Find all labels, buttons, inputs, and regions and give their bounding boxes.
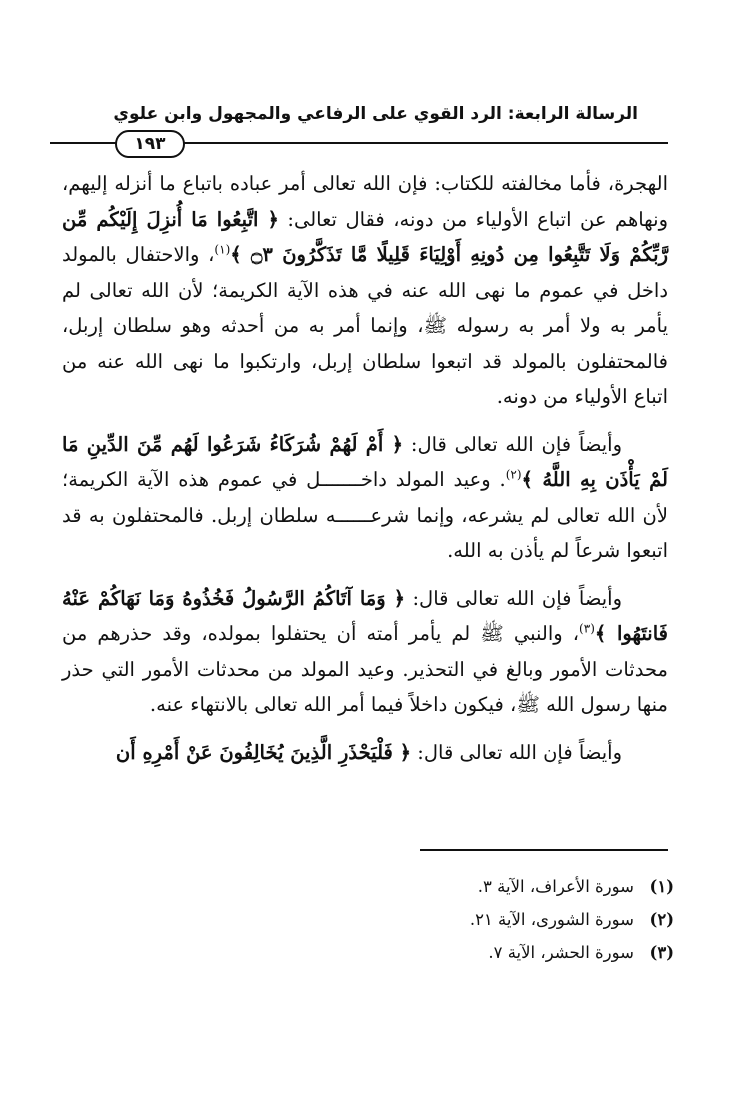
- footnotes: [320, 870, 674, 969]
- running-header: الرسالة الرابعة: الرد القوي على الرفاعي والمجهول وابن علوي: [113, 104, 638, 124]
- footnote-rule: [420, 849, 668, 851]
- page-number: ١٩٣: [115, 130, 185, 158]
- paragraph-text: وأيضاً فإن الله تعالى قال:: [405, 586, 623, 610]
- paragraph: [62, 735, 668, 771]
- body-text: [62, 166, 668, 782]
- footnote-number: (١): [649, 877, 674, 896]
- paragraph-text: وأيضاً فإن الله تعالى قال:: [403, 432, 622, 456]
- paragraph-text: الهجرة، فأما مخالفته للكتاب: فإن الله تعالى أمر عباده باتباع ما أنزله إليهم، ونهاهم عن اتباع الأولياء من دونه، فقال تعالى:: [62, 172, 668, 231]
- paragraph: [62, 427, 668, 569]
- paragraph-text: وأيضاً فإن الله تعالى قال:: [411, 740, 622, 764]
- quran-verse: ﴿ اتَّبِعُوا مَا أُنزِلَ إِلَيْكُم مِّن رَّبِّكُمْ وَلَا تَتَّبِعُوا مِن دُونِهِ أَوْلِيَاءَ قَلِيلًا مَّا تَذَكَّرُونَ ۝٣ ﴾: [62, 207, 668, 266]
- footnote-number: (٣): [649, 943, 674, 962]
- quran-verse: ﴿ فَلْيَحْذَرِ الَّذِينَ يُخَالِفُونَ عَنْ أَمْرِهِ أَن: [115, 740, 412, 764]
- footnote-number: (٢): [649, 910, 674, 929]
- paragraph: [62, 581, 668, 723]
- quran-verse: ﴿ وَمَا آتَاكُمُ الرَّسُولُ فَخُذُوهُ وَمَا نَهَاكُمْ عَنْهُ فَانتَهُوا ﴾: [62, 586, 668, 645]
- footnote-reference: (١): [214, 242, 231, 257]
- paragraph-text: . وعيد المولد داخـــــــل في عموم هذه الآية الكريمة؛ لأن الله تعالى لم يشرعه، وإنما شرعــــــه سلطان إربل. فالمحتفلون به قد اتبعوا شرعاً لم يأذن به الله.: [62, 468, 668, 562]
- footnote-text: سورة الشورى، الآية ٢١.: [469, 910, 634, 929]
- footnote: [320, 936, 674, 969]
- paragraph-text: ، والنبي ﷺ لم يأمر أمته أن يحتفلوا بمولده، وقد حذرهم من محدثات الأمور وبالغ في التحذير. وعيد المولد من محدثات الأمور التي حذر منها رسول الله ﷺ، فيكون داخلاً فيما أمر الله تعالى بالانتهاء عنه.: [62, 622, 668, 716]
- footnote: [320, 903, 674, 936]
- footnote-reference: (٣): [579, 621, 595, 636]
- paragraph: [62, 166, 668, 415]
- footnote-reference: (٢): [505, 467, 522, 482]
- footnote-text: سورة الحشر، الآية ٧.: [488, 943, 634, 962]
- footnote-text: سورة الأعراف، الآية ٣.: [477, 877, 634, 896]
- footnote: [320, 870, 674, 903]
- quran-verse: ﴿ أَمْ لَهُمْ شُرَكَاءُ شَرَعُوا لَهُم مِّنَ الدِّينِ مَا لَمْ يَأْذَن بِهِ اللَّهُ ﴾: [62, 432, 668, 491]
- paragraph-text: ، والاحتفال بالمولد داخل في عموم ما نهى الله عنه في هذه الآية الكريمة؛ لأن الله تعالى لم يأمر به ولا أمر به رسوله ﷺ، وإنما أمر به من أحدثه وهو سلطان إربل، فالمحتفلون بالمولد قد اتبعوا سلطان إربل، وارتكبوا ما نهى الله عنه من اتباع الأولياء من دونه.: [62, 243, 668, 408]
